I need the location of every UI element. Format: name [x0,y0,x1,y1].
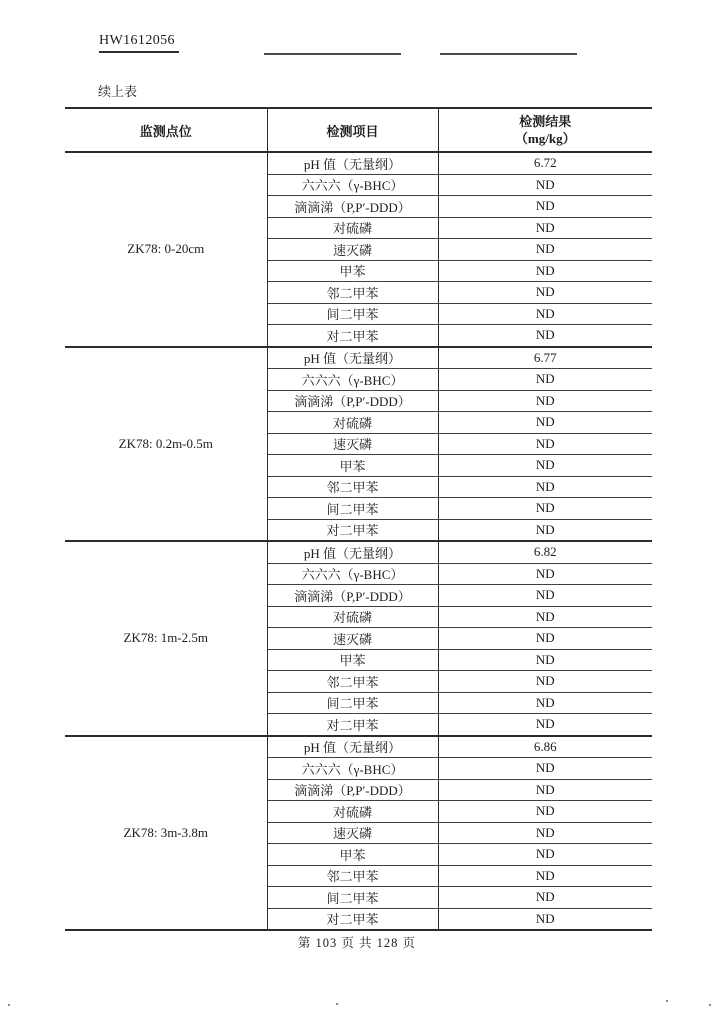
scan-speck [709,1004,711,1006]
result-value-cell: ND [438,758,652,780]
test-item-cell: 邻二甲苯 [267,865,438,887]
results-table-container [65,107,652,931]
test-item-cell: pH 值（无量纲） [267,736,438,758]
result-value-cell: ND [438,714,652,736]
test-item-cell: 滴滴涕（P,P′-DDD） [267,779,438,801]
result-value-cell: ND [438,260,652,282]
site-cell: ZK78: 1m-2.5m [65,541,267,736]
result-value-cell: ND [438,671,652,693]
result-value-cell: ND [438,196,652,218]
result-value-cell: ND [438,779,652,801]
results-table-body [65,152,652,930]
test-item-cell: 对硫磷 [267,217,438,239]
test-item-cell: 邻二甲苯 [267,476,438,498]
test-item-cell: 速灭磷 [267,433,438,455]
test-item-cell: 速灭磷 [267,628,438,650]
test-item-cell: 间二甲苯 [267,887,438,909]
result-value-cell: ND [438,174,652,196]
test-item-cell: 六六六（γ-BHC） [267,563,438,585]
table-row [65,541,652,563]
table-header-row [65,108,652,152]
result-value-cell: 6.86 [438,736,652,758]
result-value-cell: ND [438,303,652,325]
test-item-cell: pH 值（无量纲） [267,541,438,563]
result-value-cell: ND [438,455,652,477]
test-item-cell: 甲苯 [267,260,438,282]
site-cell: ZK78: 3m-3.8m [65,736,267,931]
result-value-cell: ND [438,325,652,347]
result-value-cell: ND [438,844,652,866]
test-item-cell: 对二甲苯 [267,908,438,930]
test-item-cell: 速灭磷 [267,239,438,261]
table-row [65,347,652,369]
result-value-cell: ND [438,887,652,909]
test-item-cell: 甲苯 [267,455,438,477]
result-value-cell: ND [438,628,652,650]
test-item-cell: 六六六（γ-BHC） [267,758,438,780]
result-value-cell: ND [438,433,652,455]
result-value-cell: ND [438,865,652,887]
table-row [65,152,652,174]
page-number-footer: 第 103 页 共 128 页 [297,936,417,950]
site-cell: ZK78: 0.2m-0.5m [65,347,267,542]
header-site: 监测点位 [139,123,192,139]
result-value-cell: 6.77 [438,347,652,369]
site-cell: ZK78: 0-20cm [65,152,267,347]
result-value-cell: ND [438,908,652,930]
result-value-cell: ND [438,649,652,671]
test-item-cell: 滴滴涕（P,P′-DDD） [267,196,438,218]
scan-speck [8,1004,10,1006]
test-item-cell: 对二甲苯 [267,714,438,736]
header-result [438,108,652,152]
result-value-cell: ND [438,390,652,412]
result-value-cell: ND [438,476,652,498]
results-table [65,107,652,931]
result-value-cell: ND [438,369,652,391]
test-item-cell: 间二甲苯 [267,303,438,325]
header-item: 检测项目 [267,108,438,152]
test-item-cell: 速灭磷 [267,822,438,844]
test-item-cell: 间二甲苯 [267,498,438,520]
test-item-cell: 六六六（γ-BHC） [267,174,438,196]
result-value-cell: ND [438,822,652,844]
test-item-cell: pH 值（无量纲） [267,152,438,174]
table-row [65,736,652,758]
test-item-cell: pH 值（无量纲） [267,347,438,369]
header-result-line1: 检测结果 [519,114,572,129]
scan-speck [336,1003,338,1005]
test-item-cell: 甲苯 [267,844,438,866]
doc-number: HW1612056 [99,33,179,53]
scan-artifact-line [264,53,401,55]
test-item-cell: 邻二甲苯 [267,282,438,304]
result-value-cell: ND [438,692,652,714]
test-item-cell: 对硫磷 [267,801,438,823]
result-value-cell: ND [438,801,652,823]
test-item-cell: 六六六（γ-BHC） [267,369,438,391]
result-value-cell: ND [438,217,652,239]
result-value-cell: 6.72 [438,152,652,174]
test-item-cell: 滴滴涕（P,P′-DDD） [267,585,438,607]
test-item-cell: 间二甲苯 [267,692,438,714]
result-value-cell: ND [438,239,652,261]
test-item-cell: 对硫磷 [267,606,438,628]
test-item-cell: 对二甲苯 [267,325,438,347]
result-value-cell: ND [438,519,652,541]
test-item-cell: 对硫磷 [267,412,438,434]
result-value-cell: ND [438,498,652,520]
header-result-line2: （mg/kg） [514,131,576,146]
test-item-cell: 邻二甲苯 [267,671,438,693]
test-item-cell: 甲苯 [267,649,438,671]
test-item-cell: 对二甲苯 [267,519,438,541]
test-item-cell: 滴滴涕（P,P′-DDD） [267,390,438,412]
result-value-cell: 6.82 [438,541,652,563]
result-value-cell: ND [438,412,652,434]
scan-artifact-line [440,53,577,55]
result-value-cell: ND [438,282,652,304]
result-value-cell: ND [438,585,652,607]
result-value-cell: ND [438,563,652,585]
table-continuation-label: 续上表 [98,84,138,99]
scan-speck [666,1000,668,1002]
result-value-cell: ND [438,606,652,628]
